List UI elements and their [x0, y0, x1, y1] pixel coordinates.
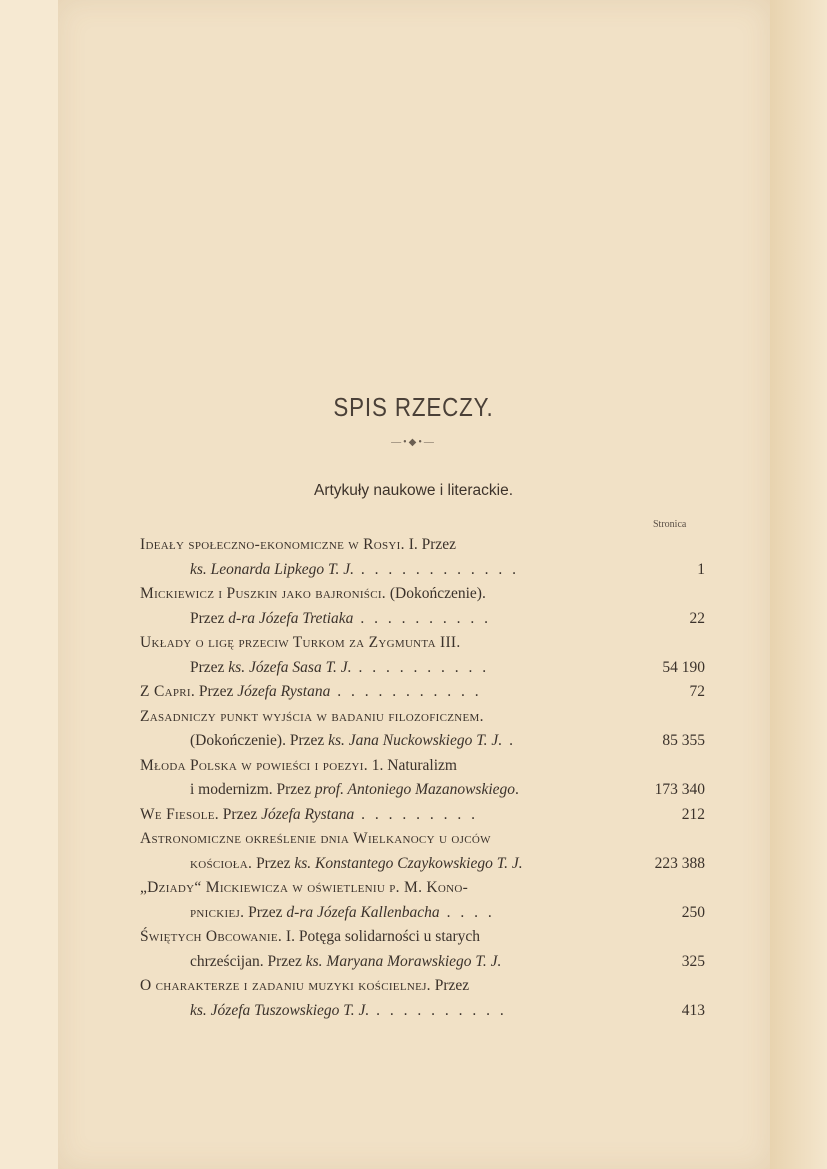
toc-entry-line [140, 729, 705, 754]
leader-dots: . . . . . . . . . . . . [354, 560, 520, 578]
entry-pages: 54 190 [662, 658, 705, 676]
entry-title: Mickiewicz i Puszkin jako bajroniści. [140, 585, 386, 602]
entry-title: We Fiesole. [140, 805, 219, 823]
entry-pages: 173 340 [654, 781, 705, 798]
toc-entry-line [140, 827, 705, 852]
toc-entry-line [140, 705, 705, 730]
entry-author: ks. Jana Nuckowskiego T. J. [328, 732, 503, 749]
entry-pages: 85 355 [662, 732, 705, 749]
leader-dots: . . . . . . . . . . . [330, 683, 482, 700]
title-ornament: —•◆•— [391, 437, 436, 448]
entry-pages: 72 [689, 683, 705, 700]
leader-dots: . . . . [439, 903, 495, 921]
toc-entry-line [140, 876, 705, 901]
toc-entry-line [140, 582, 705, 607]
entry-title: „Dziady“ Mickiewicza w oświetleniu p. M. Kono- [140, 879, 469, 896]
entry-author: ks. Józefa Sasa T. J. [228, 658, 352, 676]
toc-entry-line [140, 631, 705, 656]
entry-title: Zasadniczy punkt wyjścia w badaniu filozoficznem. [140, 707, 484, 725]
entry-title: Astronomiczne określenie dnia Wielkanocy u ojców [140, 830, 491, 847]
entry-text: Przez [190, 658, 229, 676]
leader-dots: . . . . . . . . . [354, 805, 478, 823]
section-heading: Artykuły naukowe i literackie. [314, 482, 513, 499]
leader-dots: . . . . . . . . . . [369, 1001, 507, 1019]
entry-text: chrześcijan. Przez [190, 952, 306, 970]
leader-dots: . [515, 781, 522, 798]
entry-author: Józefa Rystana [237, 683, 331, 700]
entry-title: kościoła. [190, 854, 253, 872]
toc-entry-line [140, 680, 705, 705]
toc-entry-line [140, 754, 705, 779]
entry-pages: 212 [681, 805, 705, 823]
entry-text: I. Przez [404, 536, 457, 553]
entry-text: Przez [430, 977, 470, 994]
entry-author: d-ra Józefa Kallenbacha [286, 903, 440, 921]
entry-text: I. Potęga solidarności u starych [282, 928, 481, 945]
entry-text: Przez [218, 805, 262, 823]
toc-entry-line [140, 925, 705, 950]
entry-author: Józefa Rystana [261, 805, 355, 823]
entry-author: ks. Józefa Tuszowskiego T. J. [190, 1001, 370, 1019]
table-of-contents [140, 533, 705, 1023]
entry-pages: 223 388 [654, 854, 705, 872]
entry-text: Przez [252, 854, 295, 872]
toc-entry-line [140, 852, 705, 877]
entry-pages: 413 [681, 1001, 705, 1019]
toc-entry-line [140, 803, 705, 828]
toc-entry-line [140, 778, 705, 803]
entry-text: Przez [190, 609, 229, 627]
entry-pages: 325 [681, 952, 705, 970]
entry-text: Przez [195, 683, 238, 700]
leader-dots: . . . . . . . . . . [353, 609, 491, 627]
entry-author: ks. Leonarda Lipkego T. J. [190, 560, 355, 578]
toc-entry-line [140, 974, 705, 999]
toc-entry-line [140, 656, 705, 681]
entry-author: ks. Konstantego Czaykowskiego T. J. [294, 854, 523, 872]
entry-title: Ideały społeczno-ekonomiczne w Rosyi. [140, 536, 405, 553]
entry-title: Układy o ligę przeciw Turkom za Zygmunta III. [140, 634, 461, 651]
toc-entry-line [140, 999, 705, 1024]
entry-title: Świętych Obcowanie. [140, 928, 283, 945]
toc-entry-line [140, 533, 705, 558]
entry-title: pnickiej. [190, 903, 245, 921]
leader-dots: . [502, 732, 516, 749]
entry-title: Młoda Polska w powieści i poezyi. [140, 756, 368, 774]
entry-pages: 22 [689, 609, 705, 627]
entry-text: (Dokończenie). [385, 585, 486, 602]
entry-text: Przez [244, 903, 287, 921]
entry-title: O charakterze i zadaniu muzyki kościelnej. [140, 977, 431, 994]
entry-author: ks. Maryana Morawskiego T. J. [305, 952, 502, 970]
entry-pages: 250 [681, 903, 705, 921]
page-edge [770, 0, 827, 1169]
entry-title: Z Capri. [140, 683, 196, 700]
leader-dots: . . . . . . . . . . [351, 658, 490, 676]
toc-entry-line [140, 950, 705, 975]
toc-entry-line [140, 558, 705, 583]
column-header-pages: Stronica [653, 519, 687, 530]
toc-entry-line [140, 607, 705, 632]
entry-author: d-ra Józefa Tretiaka [228, 609, 354, 627]
entry-text: i modernizm. Przez [190, 781, 315, 798]
toc-entry-line [140, 901, 705, 926]
entry-pages: 1 [697, 560, 705, 578]
entry-text: 1. Naturalizm [367, 756, 457, 774]
entry-author: prof. Antoniego Mazanowskiego [314, 781, 516, 798]
entry-text: (Dokończenie). Przez [190, 732, 329, 749]
page-title: SPIS RZECZY. [333, 392, 494, 422]
